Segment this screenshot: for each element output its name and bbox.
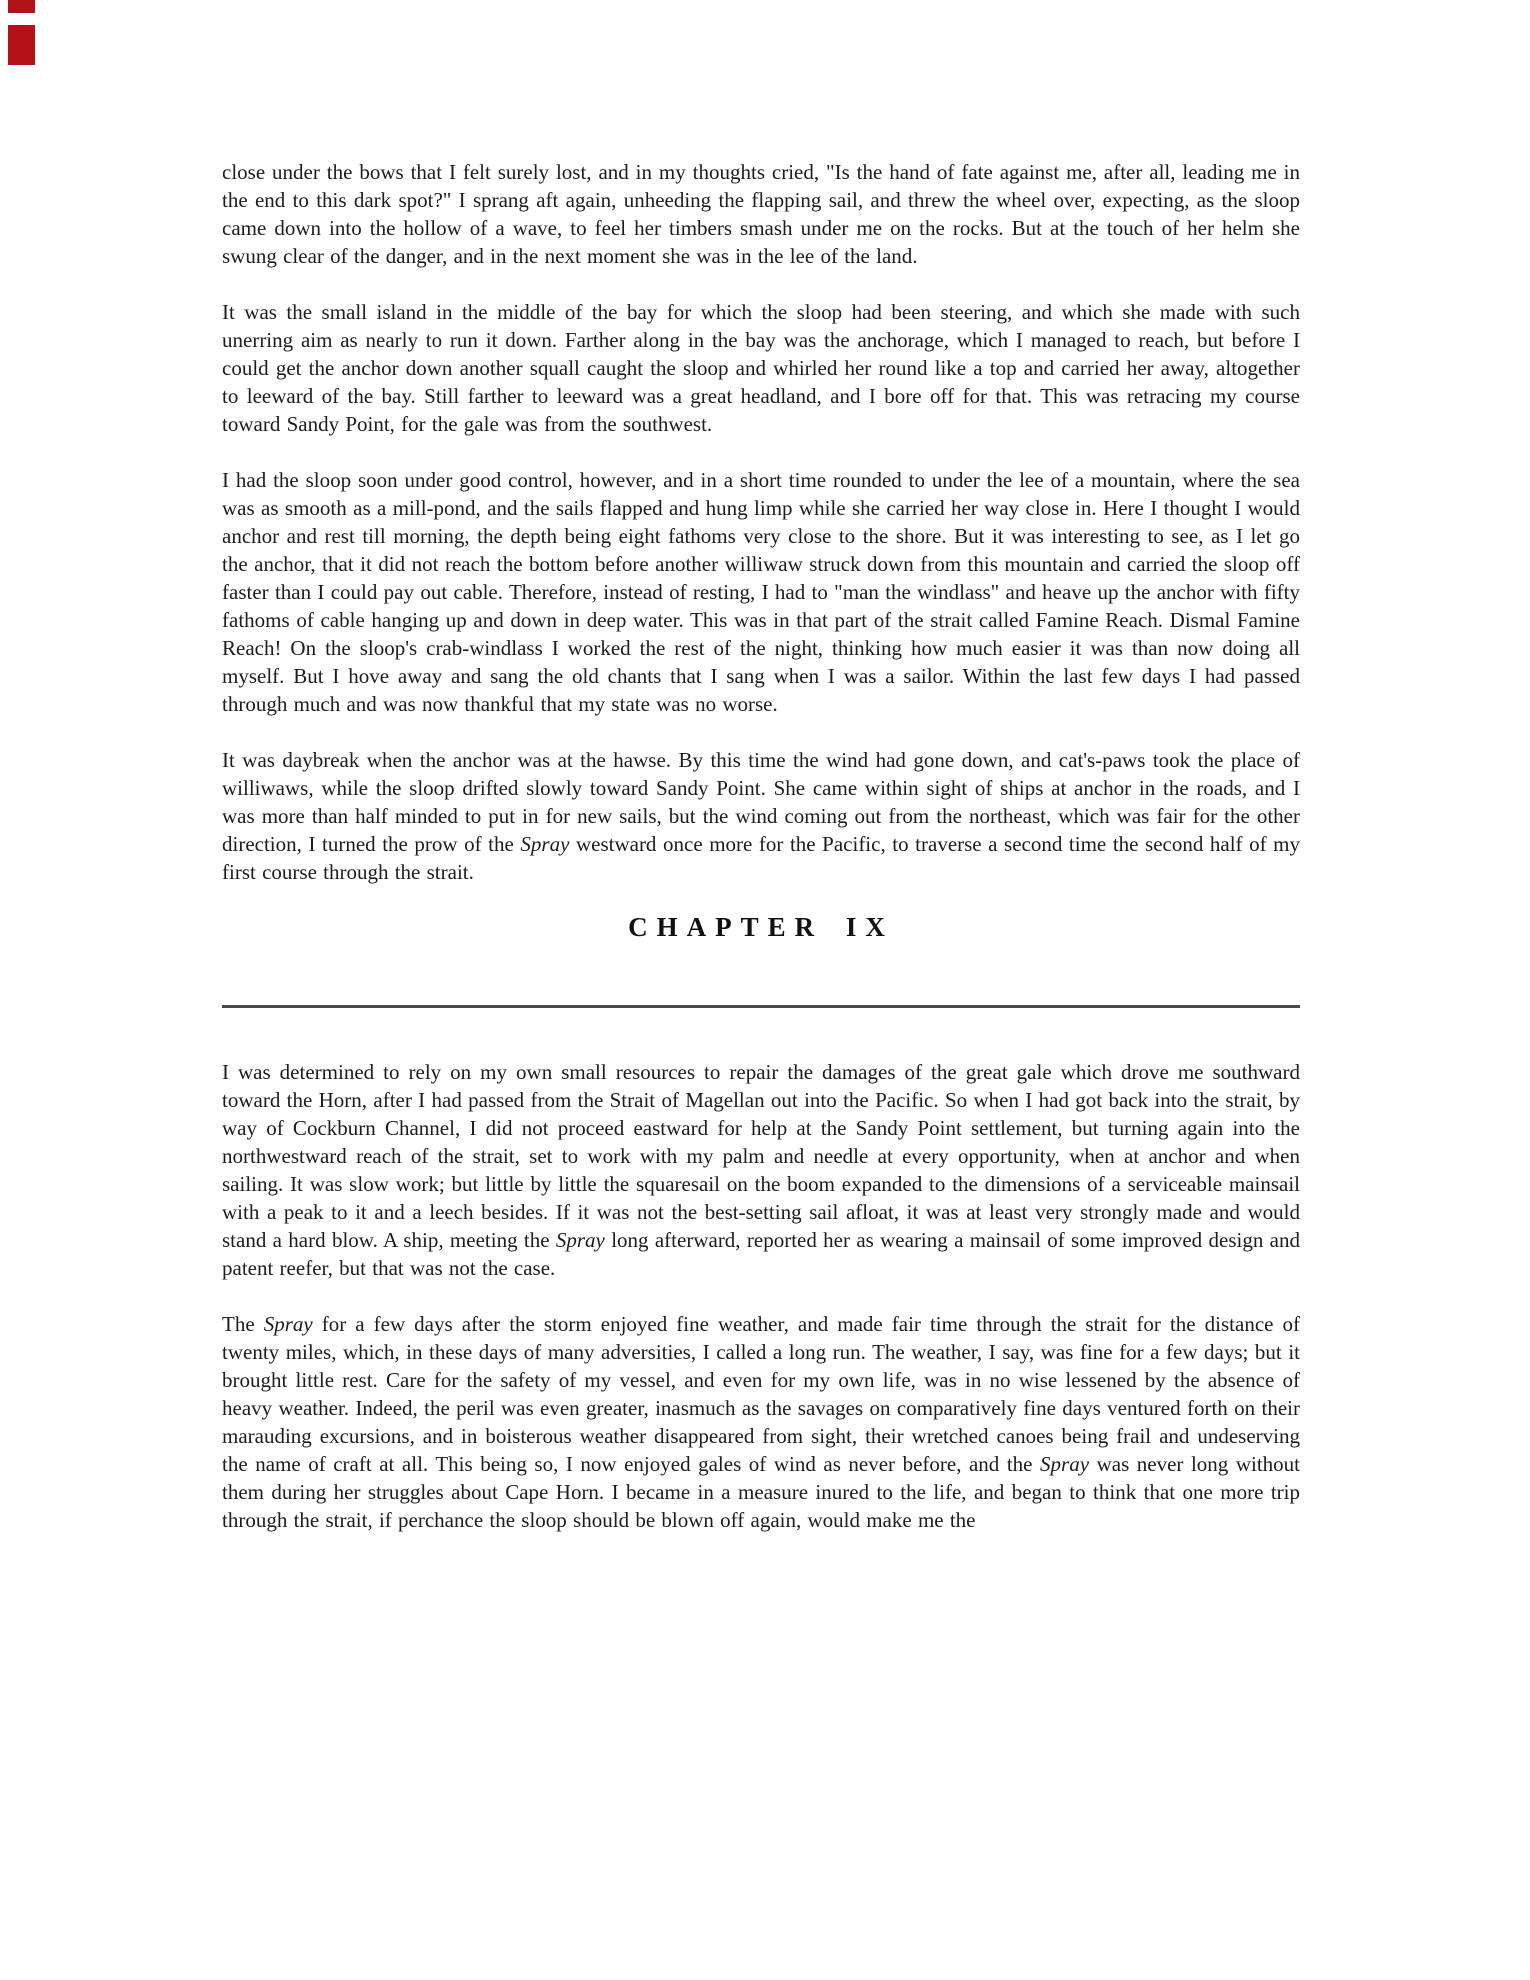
text-column [222, 158, 1300, 1534]
text-run: for a few days after the storm enjoyed fine weather, and made fair time through the strait for the distance of twenty miles, which, in these days of many adversities, I called a long run. The weather, I say, was fine for a few days; but it brought little rest. Care for the safety of my vessel, and even for my own life, was in no wise lessened by the absence of heavy weather. Indeed, the peril was even greater, inasmuch as the savages on comparatively fine days ventured forth on their marauding excursions, and in boisterous weather disappeared from sight, their wretched canoes being frail and undeserving the name of craft at all. This being so, I now enjoyed gales of wind as never before, and the [222, 1312, 1300, 1476]
section-before-chapter [222, 158, 1300, 886]
text-run: It was the small island in the middle of the bay for which the sloop had been steering, and which she made with such unerring aim as nearly to run it down. Farther along in the bay was the anchorage, which I managed to reach, but before I could get the anchor down another squall caught the sloop and whirled her round like a top and carried her away, altogether to leeward of the bay. Still farther to leeward was a great headland, and I bore off for that. This was retracing my course toward Sandy Point, for the gale was from the southwest. [222, 300, 1300, 436]
text-run: The [222, 1312, 264, 1336]
text-run: was never long without them during her struggles about Cape Horn. I became in a measure inured to the life, and began to think that one more trip through the strait, if perchance the sloop should be blown off again, would make me the [222, 1452, 1300, 1532]
section-after-chapter [222, 1058, 1300, 1534]
vessel-name-italic: Spray [1040, 1452, 1090, 1476]
red-edge-mark-bottom [8, 25, 35, 65]
vessel-name-italic: Spray [555, 1228, 605, 1252]
text-run: I was determined to rely on my own small resources to repair the damages of the great gale which drove me southward toward the Horn, after I had passed from the Strait of Magellan out into the Pacific. So when I had got back into the strait, by way of Cockburn Channel, I did not proceed eastward for help at the Sandy Point settlement, but turning again into the northwestward reach of the strait, set to work with my palm and needle at every opportunity, when at anchor and when sailing. It was slow work; but little by little the squaresail on the boom expanded to the dimensions of a serviceable mainsail with a peak to it and a leech besides. If it was not the best-setting sail afloat, it was at least very strongly made and would stand a hard blow. A ship, meeting the [222, 1060, 1300, 1252]
paragraph [222, 158, 1300, 270]
vessel-name-italic: Spray [520, 832, 570, 856]
text-run: I had the sloop soon under good control, however, and in a short time rounded to under the lee of a mountain, where the sea was as smooth as a mill-pond, and the sails flapped and hung limp while she carried her way close in. Here I thought I would anchor and rest till morning, the depth being eight fathoms very close to the shore. But it was interesting to see, as I let go the anchor, that it did not reach the bottom before another williwaw struck down from this mountain and carried the sloop off faster than I could pay out cable. Therefore, instead of resting, I had to "man the windlass" and heave up the anchor with fifty fathoms of cable hanging up and down in deep water. This was in that part of the strait called Famine Reach. Dismal Famine Reach! On the sloop's crab-windlass I worked the rest of the night, thinking how much easier it was than now doing all myself. But I hove away and sang the old chants that I sang when I was a sailor. Within the last few days I had passed through much and was now thankful that my state was no worse. [222, 468, 1300, 716]
paragraph [222, 1058, 1300, 1282]
text-run: close under the bows that I felt surely lost, and in my thoughts cried, "Is the hand of fate against me, after all, leading me in the end to this dark spot?" I sprang aft again, unheeding the flapping sail, and threw the wheel over, expecting, as the sloop came down into the hollow of a wave, to feel her timbers smash under me on the rocks. But at the touch of her helm she swung clear of the danger, and in the next moment she was in the lee of the land. [222, 160, 1300, 268]
text-run: long afterward, reported her as wearing a mainsail of some improved design and patent reefer, but that was not the case. [222, 1228, 1300, 1280]
chapter-divider-rule [222, 1005, 1300, 1008]
text-run: westward once more for the Pacific, to traverse a second time the second half of my first course through the strait. [222, 832, 1300, 884]
chapter-heading: CHAPTER IX [628, 912, 894, 942]
text-run: It was daybreak when the anchor was at the hawse. By this time the wind had gone down, and cat's-paws took the place of williwaws, while the sloop drifted slowly toward Sandy Point. She came within sight of ships at anchor in the roads, and I was more than half minded to put in for new sails, but the wind coming out from the northeast, which was fair for the other direction, I turned the prow of the [222, 748, 1300, 856]
paragraph [222, 466, 1300, 718]
paragraph [222, 746, 1300, 886]
vessel-name-italic: Spray [263, 1312, 313, 1336]
paragraph [222, 298, 1300, 438]
red-edge-mark-top [8, 0, 35, 13]
paragraph [222, 1310, 1300, 1534]
